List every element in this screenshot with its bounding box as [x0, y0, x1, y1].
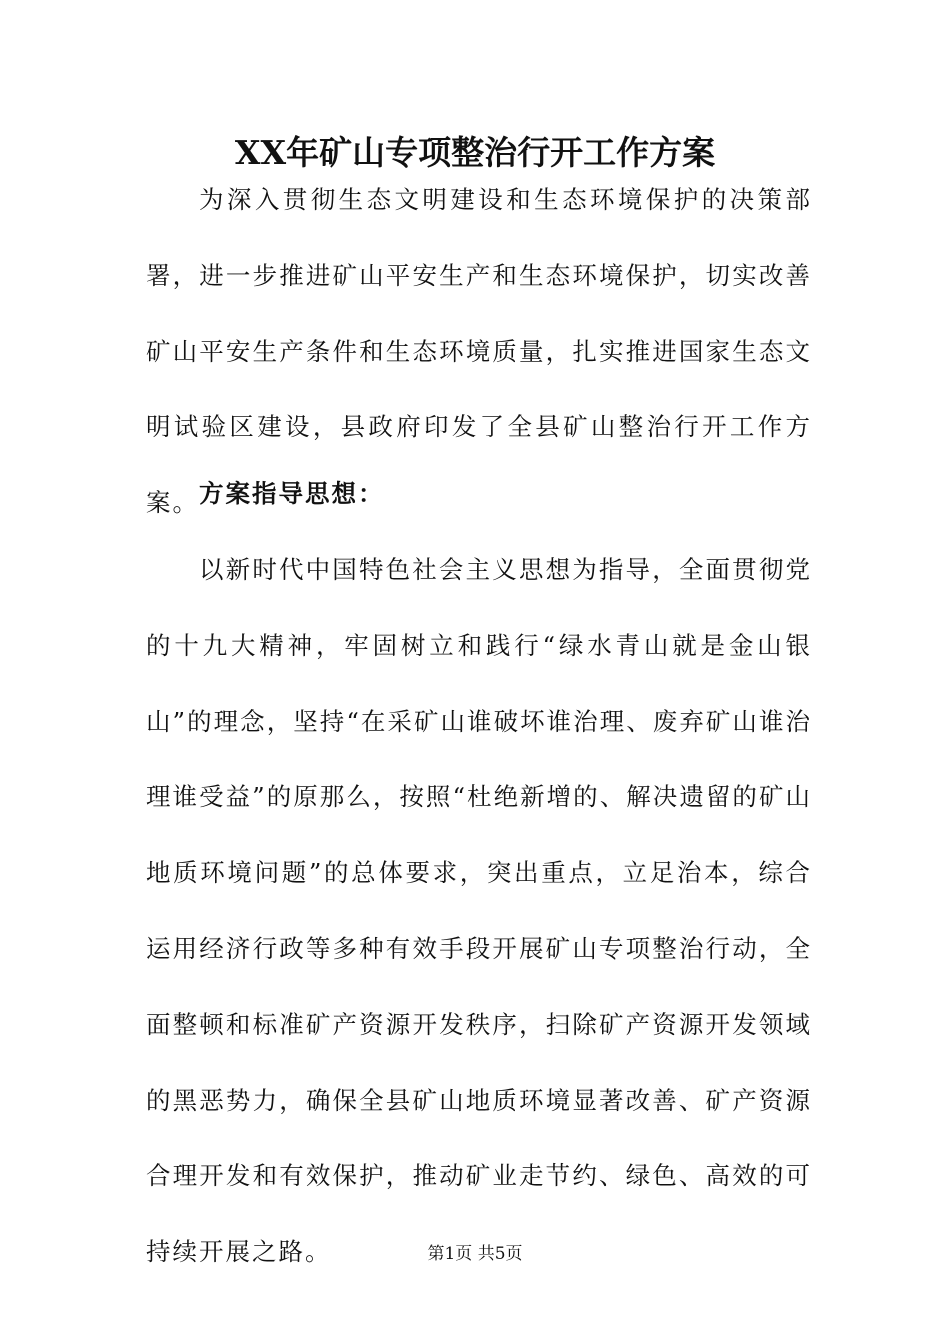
- intro-paragraph: 为深入贯彻生态文明建设和生态环境保护的决策部署，进一步推进矿山平安生产和生态环境保护，切实改善矿山平安生产条件和生态环境质量，扎实推进国家生态文明试验区建设，县政府印发了全县矿山整治行开工作方案。: [146, 185, 812, 518]
- page-footer: 第1页 共5页: [427, 1244, 523, 1264]
- guiding-ideology-paragraph: 以新时代中国特色社会主义思想为指导，全面贯彻党的十九大精神，牢固树立和践行“绿水青山就是金山银山”的理念，坚持“在采矿山谁破坏谁治理、废弃矿山谁治理谁受益”的原那么，按照“杜绝新增的、解决遗留的矿山地质环境问题”的总体要求，突出重点，立足治本，综合运用经济行政等多种有效手段开展矿山专项整治行动，全面整顿和标准矿产资源开发秩序，扫除矿产资源开发领域的黑恶势力，确保全县矿山地质环境显著改善、矿产资源合理开发和有效保护，推动矿业走节约、绿色、高效的可持续开展之路。: [146, 555, 812, 1267]
- section-heading-guiding-ideology: 方案指导思想：: [199, 479, 385, 508]
- document-title: XX年矿山专项整治行开工作方案: [234, 133, 716, 172]
